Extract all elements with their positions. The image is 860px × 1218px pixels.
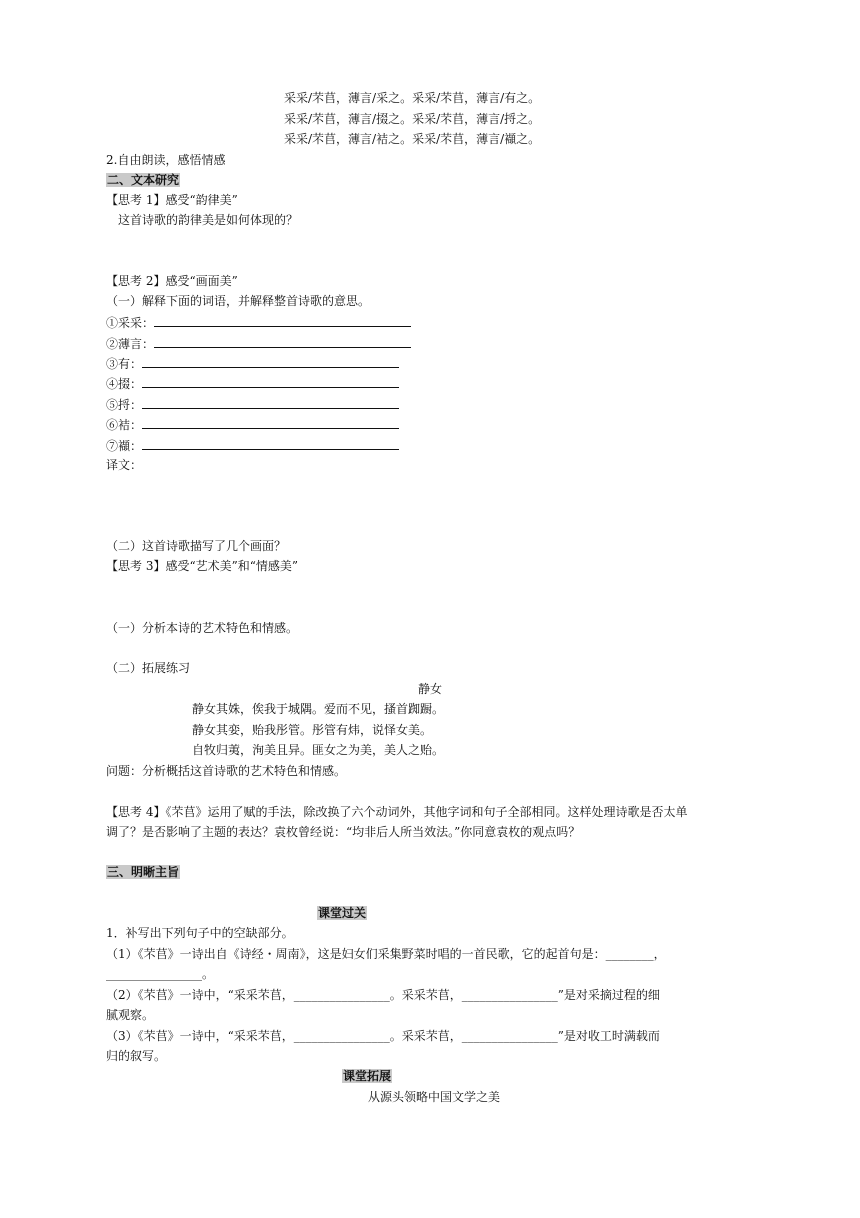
- word-label: ⑤捋：: [106, 398, 143, 412]
- think-3-sub2: （二）拓展练习: [106, 661, 191, 675]
- answer-blank[interactable]: [154, 335, 411, 348]
- word-label: ③有：: [106, 357, 143, 371]
- think-1-question: 这首诗歌的韵律美是如何体现的？: [118, 213, 299, 227]
- jingnv-title: 静女: [418, 682, 443, 696]
- exercise-q3-a: （3）《芣苢》一诗中，“采采芣苢，________________。采采芣苢，________________”是对收工时满载而: [106, 1029, 660, 1043]
- think-1-title: 【思考 1】感受“韵律美”: [106, 193, 238, 207]
- answer-blank[interactable]: [142, 355, 399, 368]
- exercise-q1-b: ________________。: [106, 967, 215, 981]
- answer-blank[interactable]: [154, 314, 411, 327]
- class-extension-heading: 课堂拓展: [343, 1069, 392, 1083]
- answer-blank[interactable]: [142, 375, 399, 388]
- answer-blank[interactable]: [142, 396, 399, 409]
- word-item-7: [106, 437, 399, 454]
- word-label: ②薄言：: [106, 337, 155, 351]
- poem-line-2: 采采/芣苢，薄言/掇之。采采/芣苢，薄言/捋之。: [284, 112, 541, 126]
- poem-line-1: 采采/芣苢，薄言/采之。采采/芣苢，薄言/有之。: [284, 91, 541, 105]
- word-label: ⑥袺：: [106, 418, 143, 432]
- word-label: ⑦襭：: [106, 439, 143, 453]
- exercise-q3-b: 归的叙写。: [106, 1049, 167, 1063]
- answer-blank[interactable]: [142, 437, 399, 450]
- section-3-heading: 三、明晰主旨: [107, 865, 180, 879]
- word-item-3: [106, 355, 399, 372]
- translation-label: 译文：: [106, 458, 143, 472]
- think-2-sub2: （二）这首诗歌描写了几个画面？: [106, 539, 287, 553]
- exercise-q1-a: （1）《芣苢》一诗出自《诗经・周南》，这是妇女们采集野菜时唱的一首民歌，它的起首句是：________，: [106, 947, 666, 961]
- jingnv-line-3: 自牧归荑，洵美且异。匪女之为美，美人之贻。: [192, 743, 445, 757]
- think-3-sub1: （一）分析本诗的艺术特色和情感。: [106, 621, 299, 635]
- word-item-4: [106, 375, 399, 392]
- section-2-heading: 二、文本研究: [107, 173, 180, 187]
- poem-line-3: 采采/芣苢，薄言/袺之。采采/芣苢，薄言/襭之。: [284, 132, 541, 146]
- exercise-q2-b: 腻观察。: [106, 1008, 155, 1022]
- word-item-6: [106, 416, 399, 433]
- think-4-line-2: 调了？是否影响了主题的表达？袁枚曾经说：“均非后人所当效法。”你同意袁枚的观点吗？: [106, 825, 581, 839]
- class-check-heading: 课堂过关: [318, 906, 367, 920]
- word-label: ④掇：: [106, 377, 143, 391]
- read-aloud-instruction: 2.自由朗读，感悟情感: [106, 153, 226, 167]
- extension-subtitle: 从源头领略中国文学之美: [368, 1090, 501, 1104]
- think-4-line-1: 【思考 4】《芣苢》运用了赋的手法，除改换了六个动词外，其他字词和句子全部相同。这样处理诗歌是否太单: [106, 805, 688, 819]
- word-item-1: [106, 314, 411, 331]
- exercise-intro: 1．补写出下列句子中的空缺部分。: [106, 926, 294, 940]
- think-2-title: 【思考 2】感受“画面美”: [106, 274, 238, 288]
- jingnv-line-1: 静女其姝，俟我于城隅。爱而不见，搔首踟蹰。: [192, 702, 445, 716]
- think-3-title: 【思考 3】感受“艺术美”和“情感美”: [106, 559, 298, 573]
- word-item-5: [106, 396, 399, 413]
- answer-blank[interactable]: [142, 416, 399, 429]
- word-item-2: [106, 335, 411, 352]
- think-2-sub1: （一）解释下面的词语，并解释整首诗歌的意思。: [106, 294, 371, 308]
- think-3-question: 问题：分析概括这首诗歌的艺术特色和情感。: [106, 764, 347, 778]
- word-label: ①采采：: [106, 316, 155, 330]
- jingnv-line-2: 静女其娈，贻我彤管。彤管有炜，说怿女美。: [192, 723, 433, 737]
- exercise-q2-a: （2）《芣苢》一诗中，“采采芣苢，________________。采采芣苢，________________”是对采摘过程的细: [106, 988, 660, 1002]
